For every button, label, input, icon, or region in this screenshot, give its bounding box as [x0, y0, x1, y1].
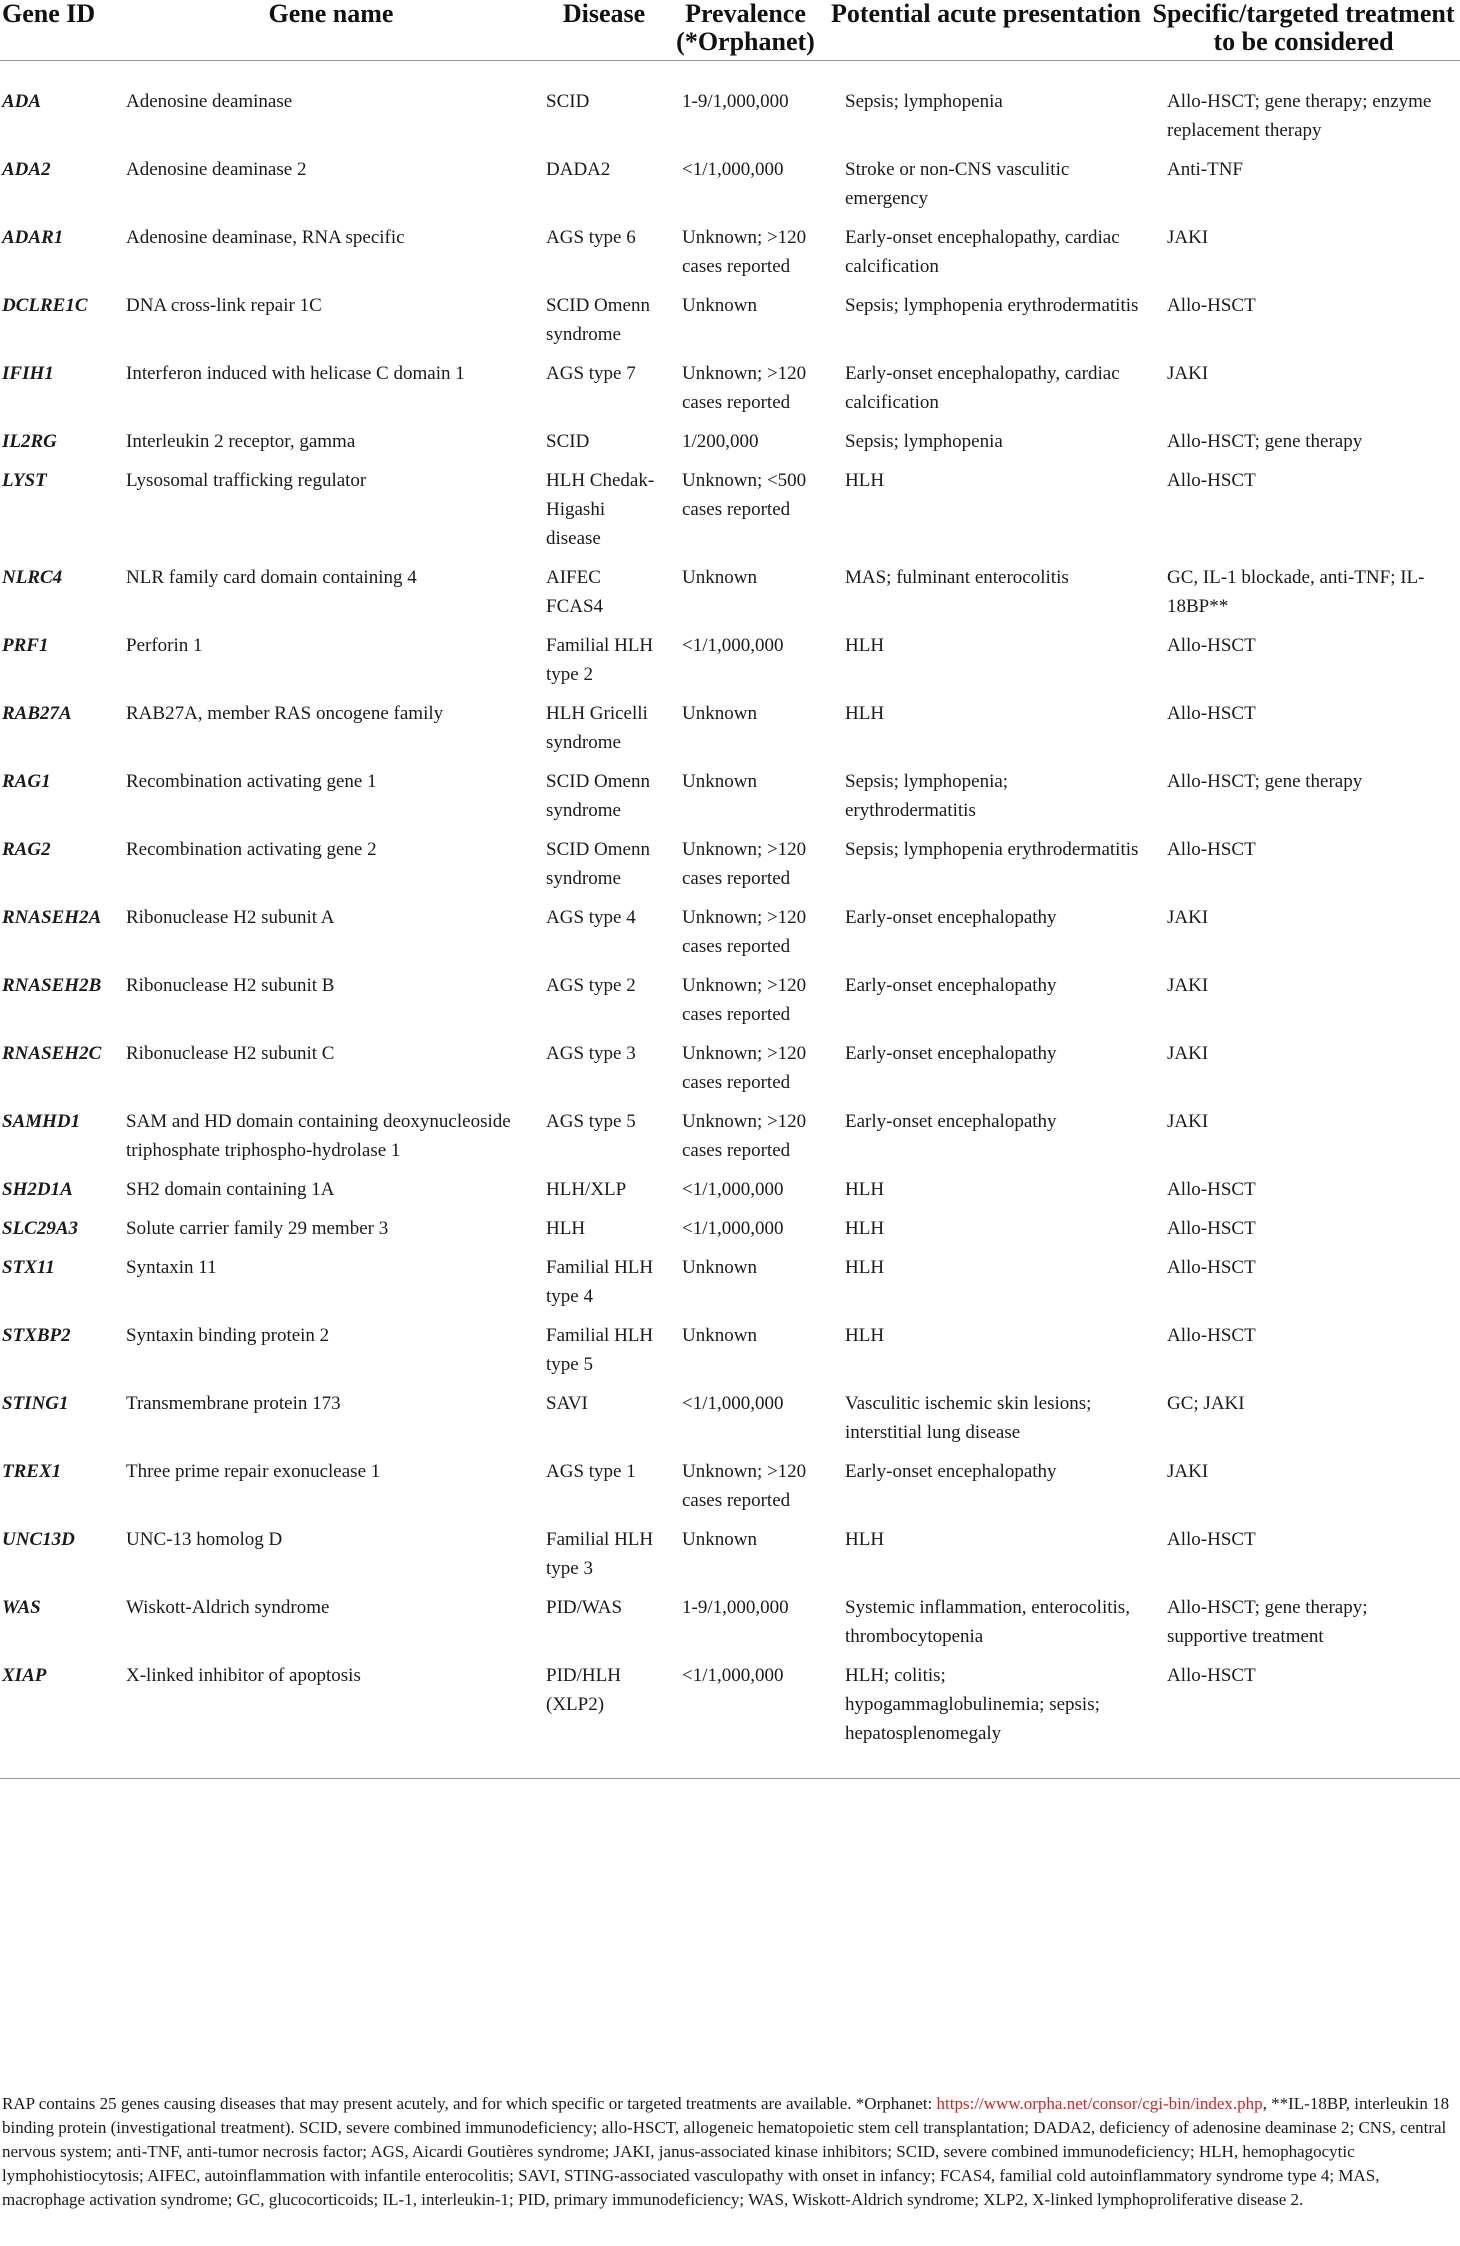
gene-name-cell: Syntaxin binding protein 2 [126, 1325, 330, 1346]
presentation-cell: HLH [845, 1325, 885, 1346]
header-presentation: Potential acute presentation [825, 0, 1149, 61]
table-row [0, 629, 1460, 697]
presentation-cell: Systemic inflammation, enterocolitis, thrombocytopenia [845, 1597, 1130, 1647]
gene-name-cell: SAM and HD domain containing deoxynucleoside triphosphate triphospho-hydrolase 1 [126, 1111, 511, 1161]
prevalence-cell: <1/1,000,000 [682, 1218, 784, 1239]
header-disease: Disease [542, 0, 668, 61]
treatment-cell: JAKI [1167, 975, 1209, 996]
gene-name-cell: Ribonuclease H2 subunit C [126, 1043, 335, 1064]
table-row [0, 1455, 1460, 1523]
disease-cell: SCID [546, 91, 590, 112]
disease-cell: SCID Omenn syndrome [546, 295, 650, 345]
table-row [0, 464, 1460, 561]
gene-name-cell: Ribonuclease H2 subunit B [126, 975, 335, 996]
header-row [0, 0, 1460, 61]
disease-cell: SCID [546, 431, 590, 452]
table-row [0, 1319, 1460, 1387]
prevalence-cell: Unknown [682, 1257, 757, 1278]
disease-cell: HLH Gricelli syndrome [546, 703, 648, 753]
disease-cell: PID/HLH (XLP2) [542, 1659, 668, 1779]
disease-cell: AGS type 5 [546, 1111, 636, 1132]
gene-name-cell: X-linked inhibitor of apoptosis [122, 1659, 542, 1779]
presentation-cell: Sepsis; lymphopenia [845, 91, 1003, 112]
disease-cell: SAVI [546, 1393, 588, 1414]
gene-name-cell: Lysosomal trafficking regulator [126, 470, 367, 491]
disease-cell: AGS type 2 [546, 975, 636, 996]
prevalence-cell: Unknown [682, 295, 757, 316]
gene-id-cell: RNASEH2C [2, 1043, 102, 1064]
prevalence-cell: Unknown [682, 1529, 757, 1550]
prevalence-cell: Unknown; >120 cases reported [682, 839, 807, 889]
treatment-cell: Allo-HSCT; gene therapy [1167, 431, 1363, 452]
disease-cell: SCID Omenn syndrome [546, 839, 650, 889]
gene-name-cell: DNA cross-link repair 1C [126, 295, 322, 316]
gene-name-cell: Three prime repair exonuclease 1 [126, 1461, 381, 1482]
table-row [0, 425, 1460, 464]
footnote-text-end: , **IL-18BP, interleukin 18 binding protein (investigational treatment). SCID, severe combined immunodeficiency; allo-HSCT, allogeneic hematopoietic stem cell transplantation; DADA2, deficiency of adenosine deaminase 2; CNS, central nervous system; anti-TNF, anti-tumor necrosis factor; AGS, Aicardi Goutières syndrome; JAKI, janus-associated kinase inhibitors; SCID, severe combined immunodeficiency; HLH, hemophagocytic lymphohistiocytosis; AIFEC, autoinflammation with infantile enterocolitis; SAVI, STING-associated vasculopathy with onset in infancy; FCAS4, familial cold autoinflammatory syndrome type 4; MAS, macrophage activation syndrome; GC, glucocorticoids; IL-1, interleukin-1; PID, primary immunodeficiency; WAS, Wiskott-Aldrich syndrome; XLP2, X-linked lymphoproliferative disease 2. [2, 2094, 1450, 2209]
gene-id-cell: STX11 [2, 1257, 55, 1278]
footnote-text-start: RAP contains 25 genes causing diseases that may present acutely, and for which specific or targeted treatments are available. *Orphanet: [2, 2094, 937, 2113]
gene-name-cell: Wiskott-Aldrich syndrome [126, 1597, 330, 1618]
disease-cell: HLH [546, 1218, 586, 1239]
treatment-cell: Allo-HSCT [1167, 470, 1256, 491]
gene-name-cell: Recombination activating gene 2 [126, 839, 377, 860]
table-header [0, 0, 1460, 61]
gene-name-cell: Syntaxin 11 [126, 1257, 217, 1278]
table-row [0, 1212, 1460, 1251]
treatment-cell: GC, IL-1 blockade, anti-TNF; IL-18BP** [1167, 567, 1425, 617]
presentation-cell: Sepsis; lymphopenia; erythrodermatitis [845, 771, 1009, 821]
table-row [0, 1659, 1460, 1779]
gene-name-cell: Adenosine deaminase, RNA specific [126, 227, 405, 248]
gene-id-cell: RAB27A [2, 703, 72, 724]
gene-id-cell: DCLRE1C [2, 295, 88, 316]
table-row [0, 969, 1460, 1037]
gene-id-cell: TREX1 [2, 1461, 62, 1482]
presentation-cell: Early-onset encephalopathy [845, 975, 1057, 996]
prevalence-cell: Unknown; <500 cases reported [682, 470, 807, 520]
presentation-cell: Early-onset encephalopathy [845, 1111, 1057, 1132]
gene-name-cell: Interferon induced with helicase C domain 1 [126, 363, 465, 384]
table-row [0, 1387, 1460, 1455]
gene-name-cell: Interleukin 2 receptor, gamma [126, 431, 356, 452]
disease-cell: Familial HLH type 4 [546, 1257, 654, 1307]
disease-cell: Familial HLH type 2 [546, 635, 654, 685]
prevalence-cell: Unknown; >120 cases reported [682, 907, 807, 957]
disease-cell: HLH/XLP [546, 1179, 627, 1200]
table-row [0, 61, 1460, 154]
gene-name-cell: Adenosine deaminase 2 [126, 159, 307, 180]
disease-cell: AGS type 4 [546, 907, 636, 928]
table-row [0, 1105, 1460, 1173]
presentation-cell: Early-onset encephalopathy [845, 907, 1057, 928]
treatment-cell: Allo-HSCT; gene therapy [1167, 771, 1363, 792]
presentation-cell: Sepsis; lymphopenia [845, 431, 1003, 452]
disease-cell: AGS type 7 [546, 363, 636, 384]
table-footnote [2, 2092, 1454, 2212]
treatment-cell: Allo-HSCT [1167, 635, 1256, 656]
treatment-cell: Allo-HSCT [1167, 1325, 1256, 1346]
header-prevalence: Prevalence (*Orphanet) [668, 0, 825, 61]
presentation-cell: MAS; fulminant enterocolitis [845, 567, 1069, 588]
prevalence-cell: Unknown; >120 cases reported [682, 363, 807, 413]
gene-name-cell: SH2 domain containing 1A [126, 1179, 335, 1200]
treatment-cell: Allo-HSCT; gene therapy; enzyme replacement therapy [1167, 91, 1432, 141]
gene-name-cell: Perforin 1 [126, 635, 203, 656]
presentation-cell: Early-onset encephalopathy [845, 1043, 1057, 1064]
treatment-cell: Allo-HSCT [1167, 839, 1256, 860]
gene-name-cell: Adenosine deaminase [126, 91, 293, 112]
gene-id-cell: SLC29A3 [2, 1218, 79, 1239]
prevalence-cell: <1/1,000,000 [682, 1179, 784, 1200]
gene-name-cell: UNC-13 homolog D [126, 1529, 283, 1550]
disease-cell: DADA2 [546, 159, 611, 180]
presentation-cell: Sepsis; lymphopenia erythrodermatitis [845, 839, 1139, 860]
treatment-cell: Allo-HSCT [1167, 1257, 1256, 1278]
disease-cell: Familial HLH type 3 [546, 1529, 654, 1579]
treatment-cell: JAKI [1167, 363, 1209, 384]
treatment-cell: Allo-HSCT [1167, 1529, 1256, 1550]
orphanet-link[interactable]: https://www.orpha.net/consor/cgi-bin/index.php [936, 2094, 1263, 2113]
gene-id-cell: ADA [2, 91, 42, 112]
gene-name-cell: Recombination activating gene 1 [126, 771, 377, 792]
prevalence-cell: <1/1,000,000 [682, 635, 784, 656]
presentation-cell: Early-onset encephalopathy, cardiac calcification [845, 227, 1120, 277]
gene-name-cell: Transmembrane protein 173 [126, 1393, 341, 1414]
prevalence-cell: <1/1,000,000 [668, 1659, 825, 1779]
disease-cell: Familial HLH type 5 [546, 1325, 654, 1375]
disease-cell: AGS type 1 [546, 1461, 636, 1482]
gene-id-cell: ADAR1 [2, 227, 64, 248]
presentation-cell: Vasculitic ischemic skin lesions; interstitial lung disease [845, 1393, 1092, 1443]
presentation-cell: HLH [845, 635, 885, 656]
treatment-cell: Allo-HSCT [1167, 703, 1256, 724]
treatment-cell: JAKI [1167, 227, 1209, 248]
presentation-cell: HLH; colitis; hypogammaglobulinemia; sepsis; hepatosplenomegaly [825, 1659, 1149, 1779]
table-row [0, 697, 1460, 765]
presentation-cell: HLH [845, 1257, 885, 1278]
prevalence-cell: 1-9/1,000,000 [682, 91, 789, 112]
treatment-cell: JAKI [1167, 1461, 1209, 1482]
table-row [0, 765, 1460, 833]
table-row [0, 901, 1460, 969]
prevalence-cell: Unknown; >120 cases reported [682, 1111, 807, 1161]
table-body [0, 61, 1460, 1779]
disease-cell: SCID Omenn syndrome [546, 771, 650, 821]
prevalence-cell: Unknown; >120 cases reported [682, 227, 807, 277]
disease-cell: HLH Chedak-Higashi disease [546, 470, 655, 549]
table-row [0, 833, 1460, 901]
table-row [0, 561, 1460, 629]
gene-name-cell: Ribonuclease H2 subunit A [126, 907, 335, 928]
presentation-cell: Sepsis; lymphopenia erythrodermatitis [845, 295, 1139, 316]
table-row [0, 289, 1460, 357]
gene-id-cell: RAG1 [2, 771, 51, 792]
treatment-cell: Allo-HSCT [1167, 1218, 1256, 1239]
table-row [0, 1251, 1460, 1319]
gene-name-cell: Solute carrier family 29 member 3 [126, 1218, 389, 1239]
table-row [0, 153, 1460, 221]
prevalence-cell: <1/1,000,000 [682, 159, 784, 180]
table-row [0, 1523, 1460, 1591]
prevalence-cell: 1-9/1,000,000 [682, 1597, 789, 1618]
treatment-cell: Allo-HSCT [1167, 295, 1256, 316]
prevalence-cell: Unknown [682, 703, 757, 724]
gene-id-cell: LYST [2, 470, 47, 491]
treatment-cell: Allo-HSCT [1167, 1179, 1256, 1200]
prevalence-cell: 1/200,000 [682, 431, 759, 452]
treatment-cell: JAKI [1167, 1043, 1209, 1064]
header-treatment: Specific/targeted treatment to be considered [1149, 0, 1460, 61]
gene-id-cell: UNC13D [2, 1529, 75, 1550]
prevalence-cell: Unknown [682, 1325, 757, 1346]
table-row [0, 1173, 1460, 1212]
prevalence-cell: Unknown; >120 cases reported [682, 1461, 807, 1511]
prevalence-cell: <1/1,000,000 [682, 1393, 784, 1414]
presentation-cell: HLH [845, 1218, 885, 1239]
header-gene-name: Gene name [122, 0, 542, 61]
gene-name-cell: RAB27A, member RAS oncogene family [126, 703, 444, 724]
table-row [0, 1037, 1460, 1105]
table-row [0, 1591, 1460, 1659]
header-gene-id: Gene ID [0, 0, 122, 61]
presentation-cell: Early-onset encephalopathy, cardiac calcification [845, 363, 1120, 413]
treatment-cell: Allo-HSCT; gene therapy; supportive treatment [1167, 1597, 1368, 1647]
gene-id-cell: RNASEH2A [2, 907, 102, 928]
gene-id-cell: SH2D1A [2, 1179, 73, 1200]
table-row [0, 221, 1460, 289]
disease-cell: PID/WAS [546, 1597, 623, 1618]
gene-id-cell: ADA2 [2, 159, 51, 180]
gene-id-cell: IFIH1 [2, 363, 54, 384]
presentation-cell: Stroke or non-CNS vasculitic emergency [845, 159, 1070, 209]
treatment-cell: Allo-HSCT [1149, 1659, 1460, 1779]
disease-cell: AGS type 6 [546, 227, 636, 248]
table-row [0, 357, 1460, 425]
gene-id-cell: STXBP2 [2, 1325, 71, 1346]
prevalence-cell: Unknown [682, 771, 757, 792]
gene-id-cell: XIAP [0, 1659, 122, 1779]
presentation-cell: HLH [845, 703, 885, 724]
treatment-cell: JAKI [1167, 1111, 1209, 1132]
presentation-cell: HLH [845, 1179, 885, 1200]
gene-id-cell: PRF1 [2, 635, 49, 656]
gene-id-cell: NLRC4 [2, 567, 63, 588]
presentation-cell: HLH [845, 470, 885, 491]
prevalence-cell: Unknown [682, 567, 757, 588]
gene-id-cell: RNASEH2B [2, 975, 102, 996]
presentation-cell: HLH [845, 1529, 885, 1550]
gene-id-cell: WAS [2, 1597, 41, 1618]
treatment-cell: Anti-TNF [1167, 159, 1243, 180]
gene-name-cell: NLR family card domain containing 4 [126, 567, 417, 588]
disease-cell: AGS type 3 [546, 1043, 636, 1064]
gene-id-cell: IL2RG [2, 431, 57, 452]
prevalence-cell: Unknown; >120 cases reported [682, 1043, 807, 1093]
treatment-cell: JAKI [1167, 907, 1209, 928]
treatment-cell: GC; JAKI [1167, 1393, 1245, 1414]
gene-id-cell: STING1 [2, 1393, 69, 1414]
prevalence-cell: Unknown; >120 cases reported [682, 975, 807, 1025]
presentation-cell: Early-onset encephalopathy [845, 1461, 1057, 1482]
gene-id-cell: RAG2 [2, 839, 51, 860]
disease-cell: AIFEC FCAS4 [546, 567, 604, 617]
gene-id-cell: SAMHD1 [2, 1111, 81, 1132]
